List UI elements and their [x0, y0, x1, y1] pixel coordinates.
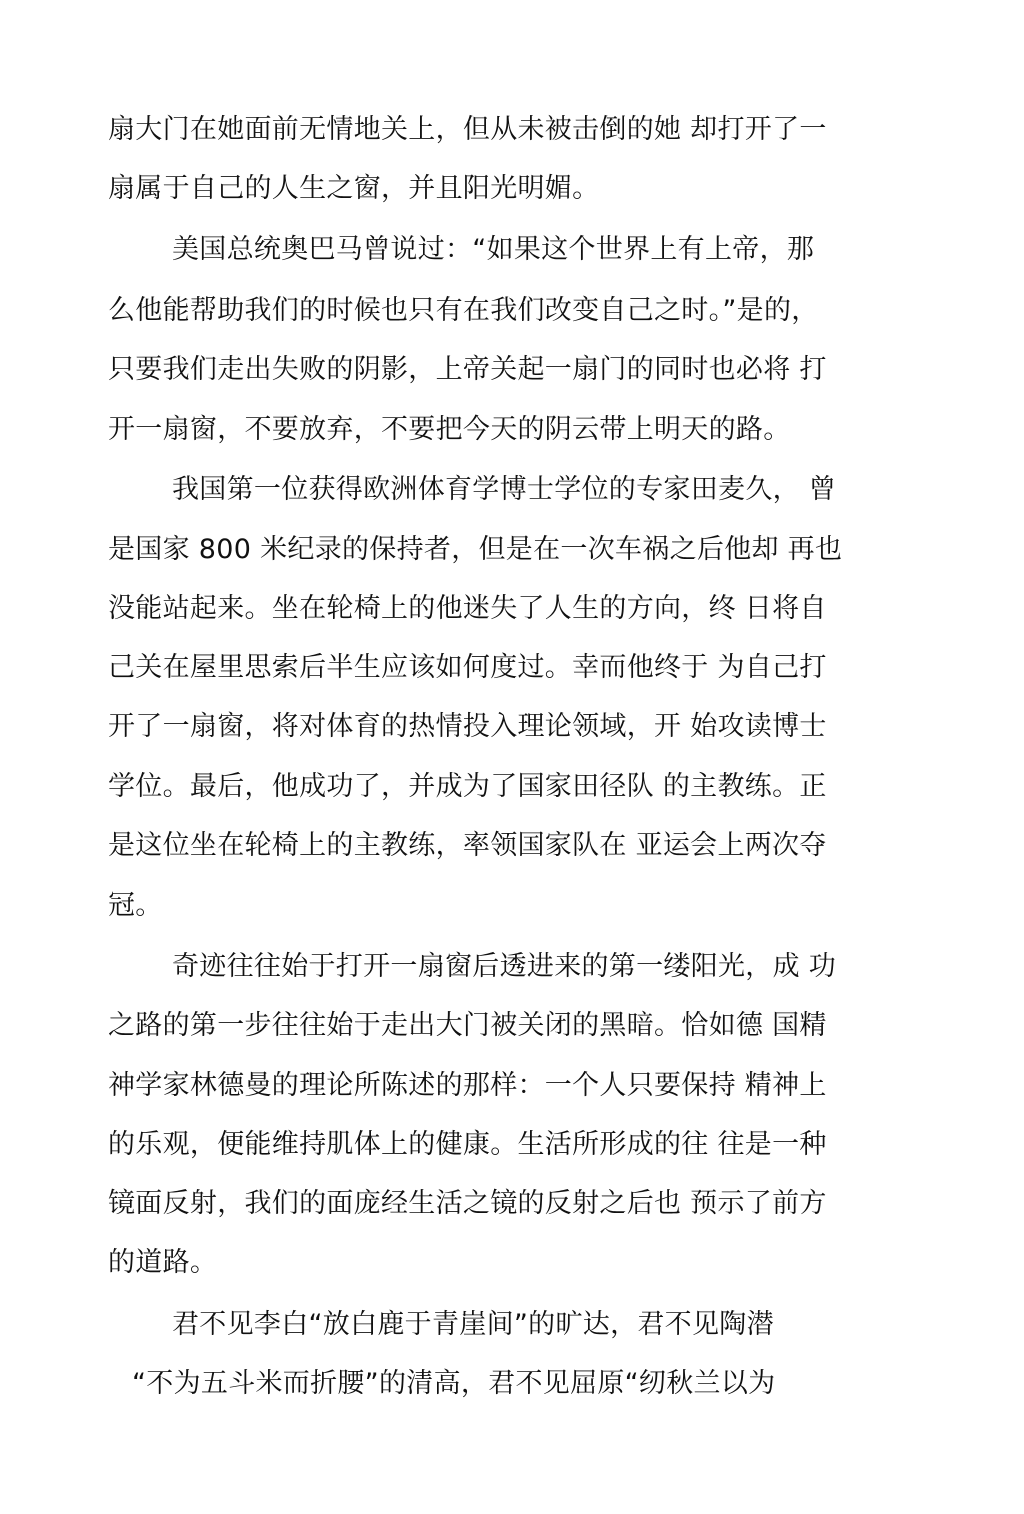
paragraph-start-line: 奇迹往往始于打开一扇窗后透进来的第一缕阳光，成 功 — [172, 951, 837, 982]
paragraph-start-line: 君不见李白“放白鹿于青崖间”的旷达，君不见陶潜 — [172, 1309, 774, 1340]
text-line: 神学家林德曼的理论所陈述的那样：一个人只要保持 精神上 — [108, 1070, 827, 1101]
paragraph-start-line: 美国总统奥巴马曾说过：“如果这个世界上有上帝，那 — [172, 234, 815, 265]
text-line: 之路的第一步往往始于走出大门被关闭的黑暗。恰如德 国精 — [108, 1010, 827, 1041]
text-line: 的乐观，便能维持肌体上的健康。生活所形成的往 往是一种 — [108, 1129, 827, 1160]
text-line: 只要我们走出失败的阴影，上帝关起一扇门的同时也必将 打 — [108, 354, 827, 385]
text-line: 冠。 — [108, 890, 163, 921]
paragraph-start-line: 我国第一位获得欧洲体育学博士学位的专家田麦久， 曾 — [172, 474, 837, 505]
text-line: 么他能帮助我们的时候也只有在我们改变自己之时。”是的， — [108, 295, 819, 326]
text-line: 学位。最后，他成功了，并成为了国家田径队 的主教练。正 — [108, 771, 827, 802]
text-line: 的道路。 — [108, 1247, 218, 1278]
text-line: 是国家 800 米纪录的保持者，但是在一次车祸之后他却 再也 — [108, 534, 843, 565]
text-line: 己关在屋里思索后半生应该如何度过。幸而他终于 为自己打 — [108, 652, 827, 683]
text-line: 是这位坐在轮椅上的主教练，率领国家队在 亚运会上两次夺 — [108, 830, 827, 861]
text-line: 扇大门在她面前无情地关上，但从未被击倒的她 却打开了一 — [108, 114, 827, 145]
text-line: 开了一扇窗，将对体育的热情投入理论领域，开 始攻读博士 — [108, 711, 827, 742]
text-line: 开一扇窗，不要放弃，不要把今天的阴云带上明天的路。 — [108, 414, 791, 445]
text-line: 没能站起来。坐在轮椅上的他迷失了人生的方向，终 日将自 — [108, 593, 827, 624]
text-line: “不为五斗米而折腰”的清高，君不见屈原“纫秋兰以为 — [132, 1368, 776, 1399]
text-line: 扇属于自己的人生之窗，并且阳光明媚。 — [108, 173, 600, 204]
text-line: 镜面反射，我们的面庞经生活之镜的反射之后也 预示了前方 — [108, 1188, 827, 1219]
